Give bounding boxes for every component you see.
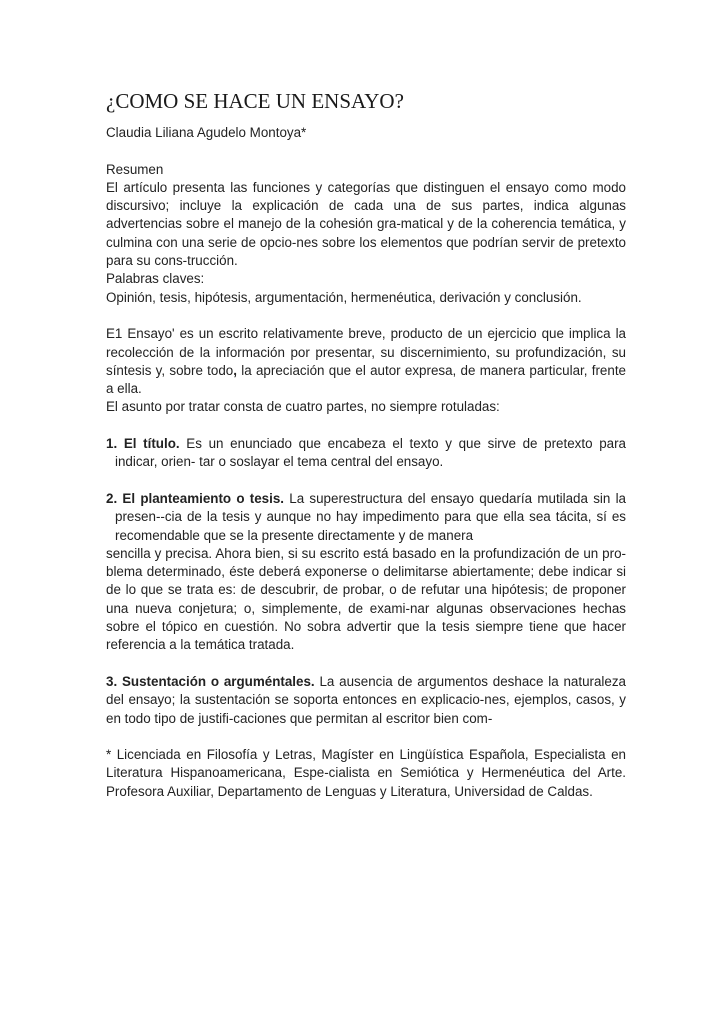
section-heading: 2. El planteamiento o tesis. [106,490,285,506]
section-text: La ausencia de argumentos deshace la naturaleza del ensayo; la sustentación se soporta entonces en explicacio-nes, ejemplos, casos, y en todo tipo de justifi-caciones que permitan al escritor bien com- [106,673,626,726]
section-thesis [106,490,626,545]
keywords-text: Opinión, tesis, hipótesis, argumentación, hermenéutica, derivación y conclusión. [106,289,582,305]
document-page [106,88,626,801]
section-heading: 1. El título. [106,436,180,452]
intro-paragraph [106,325,626,398]
spacer [106,417,626,435]
spacer [106,728,626,746]
section-title [106,435,626,472]
section-heading: 3. Sustentación o arguméntales. [106,673,315,689]
spacer [106,307,626,325]
footnote: * Licenciada en Filosofía y Letras, Magíster en Lingüística Española, Especialista en Literatura Hispanoamericana, Espe-cialista en Semiótica y Hermenéutica del Arte. Profesora Auxiliar, Departamento de Lenguas y Literatura, Universidad de Caldas. [106,747,626,799]
intro-parts-line: El asunto por tratar consta de cuatro partes, no siempre rotuladas: [106,399,500,415]
abstract-text: El artículo presenta las funciones y categorías que distinguen el ensayo como modo discursivo; incluye la explicación de cada una de sus partes, indica algunas advertencias sobre el manejo de la cohesión gra-matical y de la coherencia temática, y culmina con una serie de opcio-nes sobre los elementos que podrían servir de pretexto para su cons-trucción. [106,179,626,269]
spacer [106,655,626,673]
section-text: Es un enunciado que encabeza el texto y que sirve de pretexto para indicar, orien- tar o soslayar el tema central del ensayo. [115,436,626,470]
author-line: Claudia Liliana Agudelo Montoya* [106,125,307,140]
abstract-heading: Resumen [106,161,164,177]
intro-text-start: E1 Ensayo' es un escrito relativamente breve, producto de un ejercicio que implica la recolección de la información por presentar, su discernimiento, su profundización, su síntesis y, sobre todo [106,326,626,378]
keywords-heading: Palabras claves: [106,271,205,287]
section-arguments [106,673,626,728]
spacer [106,142,626,160]
section-text: La superestructura del ensayo quedaría mutilada sin la presen--cia de la tesis y aunque no hay impedimento para que ella sea tácita, sí es recomendable que se la presente directamente y de manera [115,490,626,543]
section-thesis-continuation: sencilla y precisa. Ahora bien, si su escrito está basado en la profundización de un pro-blema determinado, éste deberá exponerse o delimitarse abiertamente; debe indicar si de lo que se trata es: de descubrir, de probar, o de refutar una hipótesis; de proponer una nueva conjetura; o, simplemente, de exami-nar algunas observaciones hechas sobre el tópico en cuestión. No sobra advertir que la tesis siempre tiene que hacer referencia a la temática tratada. [106,545,626,653]
spacer [106,472,626,490]
document-title: ¿COMO SE HACE UN ENSAYO? [106,89,404,113]
intro-bold-comma: , [233,362,237,378]
intro-text-end: la apreciación que el autor expresa, de manera particular, frente a ella. [106,362,626,397]
